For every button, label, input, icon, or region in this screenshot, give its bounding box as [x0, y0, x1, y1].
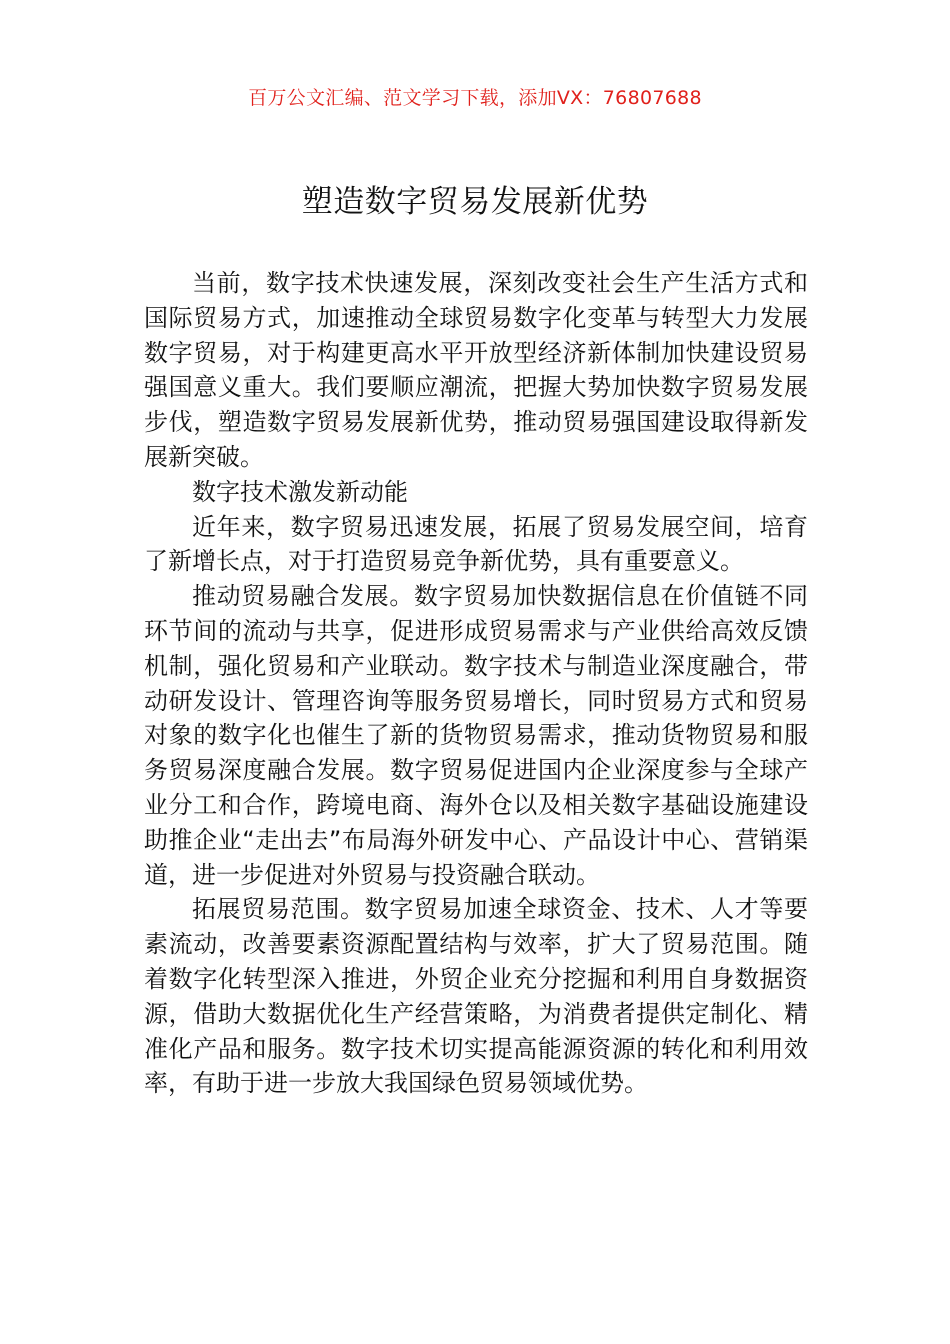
page-title: 塑造数字贸易发展新优势 [301, 184, 649, 220]
paragraph-trade-scope: 拓展贸易范围。数字贸易加速全球资金、技术、人才等要素流动，改善要素资源配置结构与效率，扩大了贸易范围。随着数字化转型深入推进，外贸企业充分挖掘和利用自身数据资源，借助大数据优化生产经营策略，为消费者提供定制化、精准化产品和服务。数字技术切实提高能源资源的转化和利用效率，有助于进一步放大我国绿色贸易领域优势。 [144, 895, 808, 1098]
document-body [144, 266, 808, 1101]
paragraph-intro: 当前，数字技术快速发展，深刻改变社会生产生活方式和国际贸易方式，加速推动全球贸易数字化变革与转型大力发展数字贸易，对于构建更高水平开放型经济新体制加快建设贸易强国意义重大。我们要顺应潮流，把握大势加快数字贸易发展步伐，塑造数字贸易发展新优势，推动贸易强国建设取得新发展新突破。 [144, 269, 808, 471]
paragraph-trade-integration: 推动贸易融合发展。数字贸易加快数据信息在价值链不同环节间的流动与共享，促进形成贸易需求与产业供给高效反馈机制，强化贸易和产业联动。数字技术与制造业深度融合，带动研发设计、管理咨询等服务贸易增长，同时贸易方式和贸易对象的数字化也催生了新的货物贸易需求，推动货物贸易和服务贸易深度融合发展。数字贸易促进国内企业深度参与全球产业分工和合作，跨境电商、海外仓以及相关数字基础设施建设助推企业“走出去”布局海外研发中心、产品设计中心、营销渠道，进一步促进对外贸易与投资融合联动。 [144, 582, 808, 889]
promo-header-note: 百万公文汇编、范文学习下载，添加VX：76807688 [248, 87, 702, 109]
paragraph-overview: 近年来，数字贸易迅速发展，拓展了贸易发展空间，培育了新增长点，对于打造贸易竞争新优势，具有重要意义。 [144, 512, 808, 576]
section-heading: 数字技术激发新动能 [192, 477, 408, 506]
